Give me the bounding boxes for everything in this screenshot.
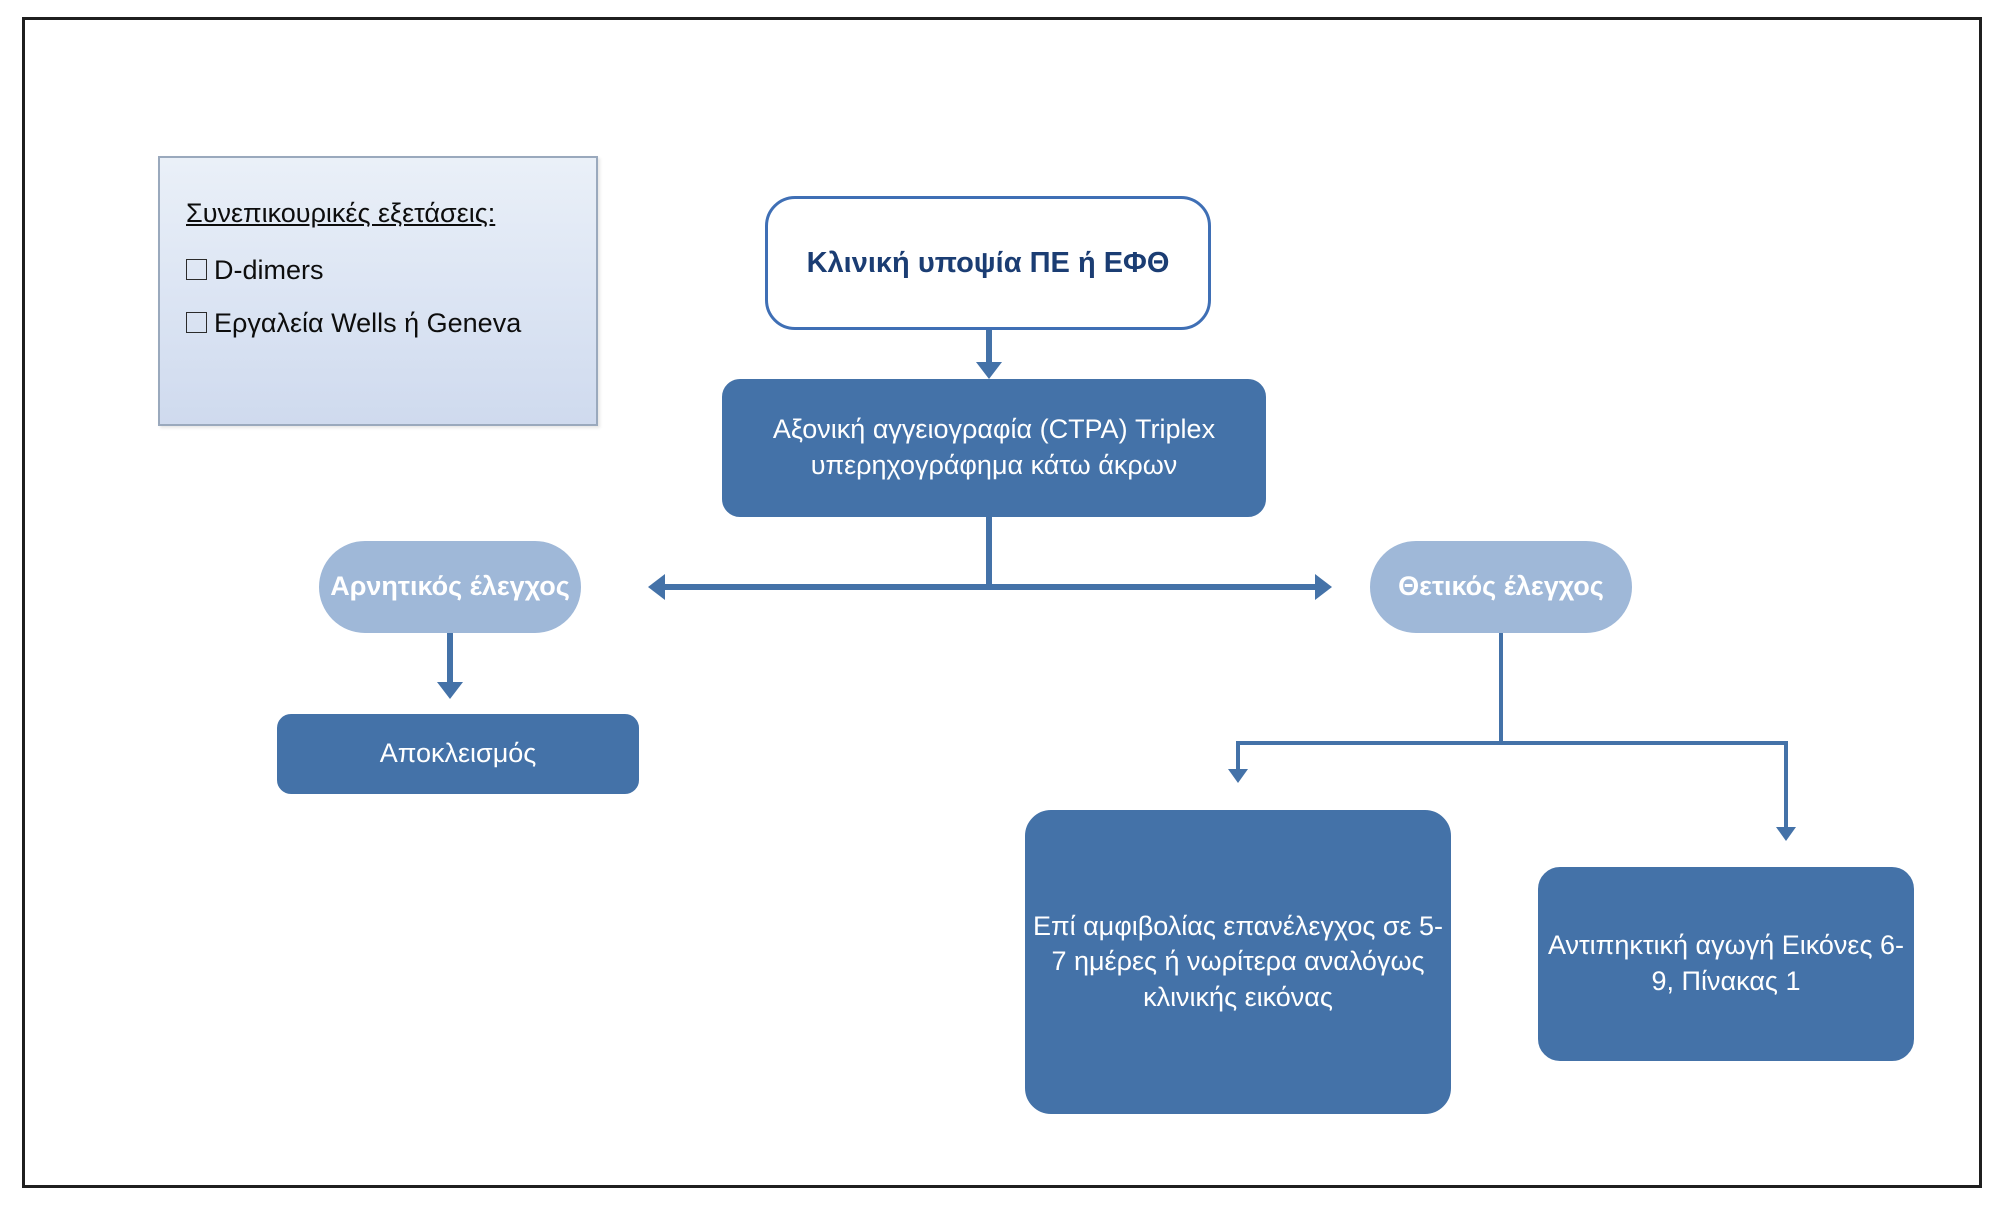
node-imaging-tests-label: Αξονική αγγειογραφία (CTPA) Triplex υπερηχογράφημα κάτω άκρων [772,414,1216,480]
adjunct-tests-note [158,156,598,426]
connector-split-horizontal [665,584,1315,590]
note-title: Συνεπικουρικές εξετάσεις: [186,198,496,228]
node-recheck-label: Επί αμφιβολίας επανέλεγχος σε 5-7 ημέρες ή νωρίτερα αναλόγως κλινικής εικόνας [1032,910,1444,1012]
note-item-label: Εργαλεία Wells ή Geneva [214,308,522,338]
node-negative-result [319,541,581,633]
node-recheck [1025,810,1451,1114]
node-negative-result-label: Αρνητικός έλεγχος [330,571,570,602]
node-clinical-suspicion [765,196,1211,330]
connector-branch-right [1784,741,1788,831]
arrow-down-icon [1228,769,1248,783]
node-anticoagulation-label: Αντιπηκτική αγωγή Εικόνες 6-9, Πίνακας 1 [1548,930,1904,996]
note-item [186,308,570,339]
arrow-down-icon [1776,827,1796,841]
node-imaging-tests [722,379,1266,517]
connector-positive-down [1499,633,1503,743]
checkbox-icon [186,312,207,333]
connector-positive-branch [1236,741,1788,745]
checkbox-icon [186,259,207,280]
connector-negative-exclusion [447,633,453,685]
arrow-down-icon [976,362,1002,379]
note-item-label: D-dimers [214,255,324,285]
node-exclusion-label: Αποκλεισμός [379,738,537,769]
arrow-right-icon [1315,574,1332,600]
node-positive-result-label: Θετικός έλεγχος [1398,571,1604,602]
node-exclusion [277,714,639,794]
arrow-down-icon [437,682,463,699]
arrow-left-icon [648,574,665,600]
diagram-frame [22,17,1982,1188]
connector-imaging-split [986,517,992,587]
node-clinical-suspicion-label: Κλινική υποψία ΠΕ ή ΕΦΘ [806,246,1170,279]
connector-suspicion-imaging [986,330,992,364]
node-positive-result [1370,541,1632,633]
note-item [186,255,570,286]
node-anticoagulation [1538,867,1914,1061]
